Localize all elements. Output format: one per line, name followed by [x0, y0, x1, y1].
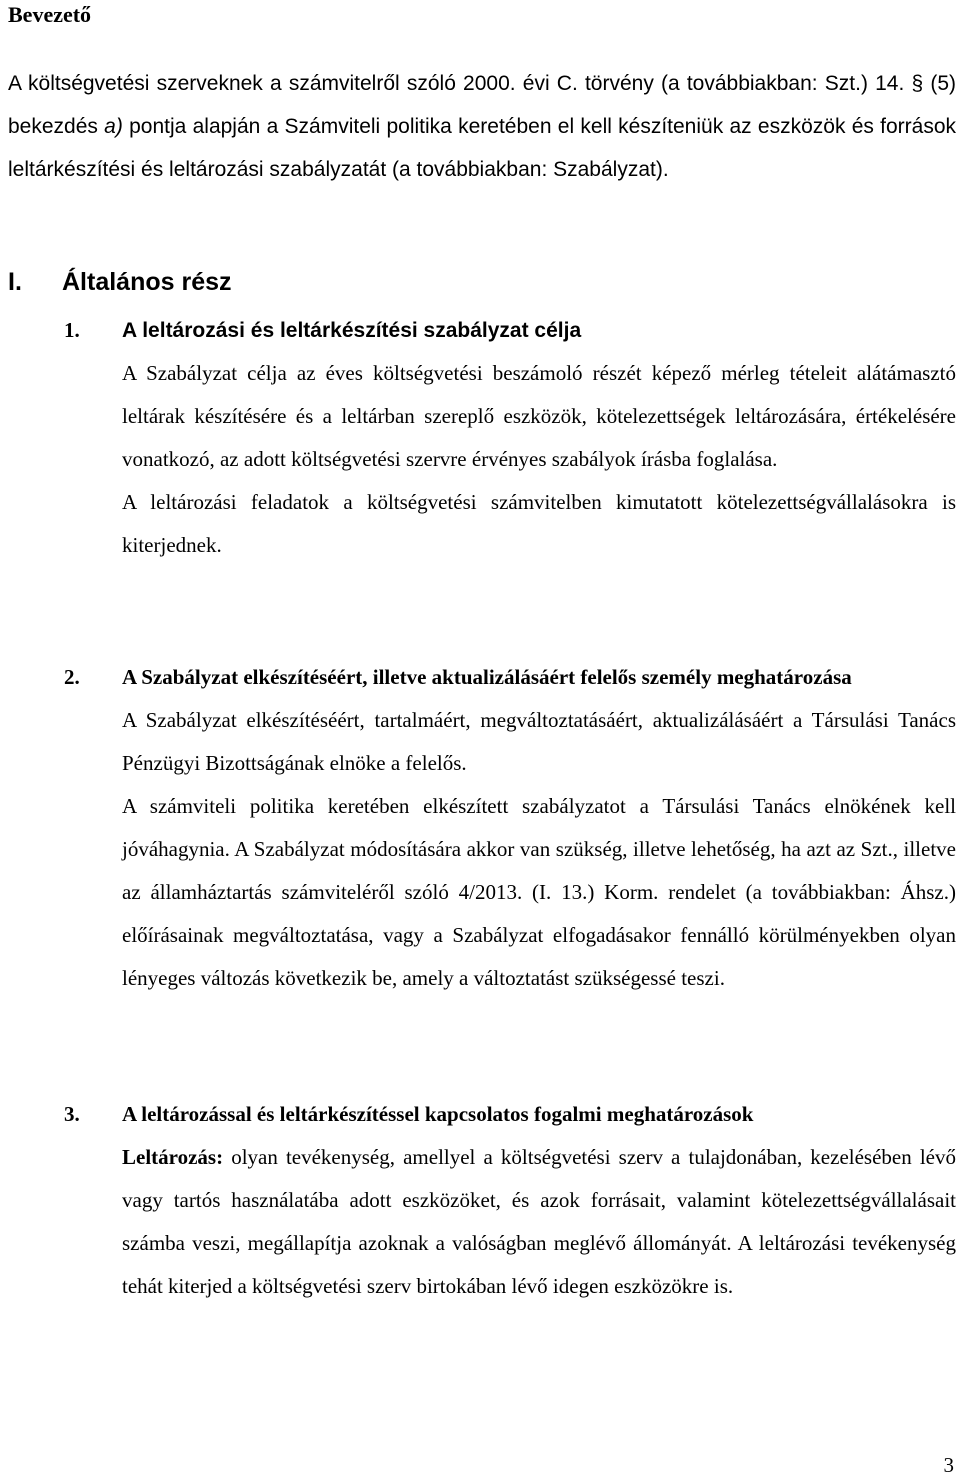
subsection-paragraph: A számviteli politika keretében elkészített szabályzatot a Társulási Tanács elnökének kell jóváhagynia. A Szabályzat módosítására akkor van szükség, illetve lehetőség, ha azt az Szt., illetve az államháztartás számviteléről szóló 4/2013. (I. 13.) Korm. rendelet (a továbbiakban: Áhsz.) előírásainak megváltoztatása, vagy a Szabályzat elfogadásakor fennálló körülményekben olyan lényeges változás következik be, amely a változtatást szükségessé teszi.: [122, 794, 956, 990]
section-number: I.: [8, 268, 22, 296]
subsection-1: [64, 309, 956, 567]
subsection-number: 3.: [64, 1102, 80, 1126]
intro-text-italic: a): [104, 115, 123, 138]
definition-text: olyan tevékenység, amellyel a költségvetési szerv a tulajdonában, kezelésében lévő vagy tartós használatába adott eszközöket, és azok forrásait, valamint kötelezettségvállalásait számba veszi, megállapítja azoknak a valóságban meglévő állományát. A leltározási tevékenység tehát kiterjed a költségvetési szerv birtokában lévő idegen eszközökre is.: [122, 1145, 956, 1298]
document-title: Bevezető: [8, 2, 92, 27]
subsection-3: [64, 1093, 956, 1308]
definition-paragraph: [122, 1136, 956, 1308]
subsection-number: 1.: [64, 318, 80, 342]
intro-text-part2: pontja alapján a Számviteli politika keretében el kell készíteniük az eszközök és források leltárkészítési és leltározási szabályzatát (a továbbiakban: Szabályzat).: [8, 115, 957, 181]
subsection-paragraph: A Szabályzat célja az éves költségvetési beszámoló részét képező mérleg tételeit alátámasztó leltárak készítésére és a leltárban szereplő eszközök, kötelezettségek leltározására, értékelésére vonatkozó, az adott költségvetési szervre érvényes szabályok írásba foglalása.: [122, 361, 956, 471]
page-number: 3: [943, 1453, 954, 1477]
subsection-heading: A Szabályzat elkészítéséért, illetve aktualizálásáért felelős személy meghatározása: [122, 665, 852, 689]
intro-text-part1: A költségvetési szerveknek a számvitelről szóló 2000. évi C. törvény (a továbbiakban: Szt.) 14. § (5) bekezdés: [8, 72, 956, 138]
subsection-heading: A leltározási és leltárkészítési szabályzat célja: [122, 319, 582, 342]
subsection-number: 2.: [64, 665, 80, 689]
section-title: Általános rész: [62, 268, 232, 296]
section-heading: [8, 262, 232, 302]
subsection-2: [64, 656, 956, 1000]
subsection-paragraph: A leltározási feladatok a költségvetési számvitelben kimutatott kötelezettségvállalásokra is kiterjednek.: [122, 490, 956, 557]
intro-paragraph: [8, 62, 956, 191]
subsection-heading: A leltározással és leltárkészítéssel kapcsolatos fogalmi meghatározások: [122, 1102, 754, 1126]
definition-term: Leltározás:: [122, 1145, 224, 1169]
subsection-paragraph: A Szabályzat elkészítéséért, tartalmáért, megváltoztatásáért, aktualizálásáért a Társulási Tanács Pénzügyi Bizottságának elnöke a felelős.: [122, 708, 956, 775]
